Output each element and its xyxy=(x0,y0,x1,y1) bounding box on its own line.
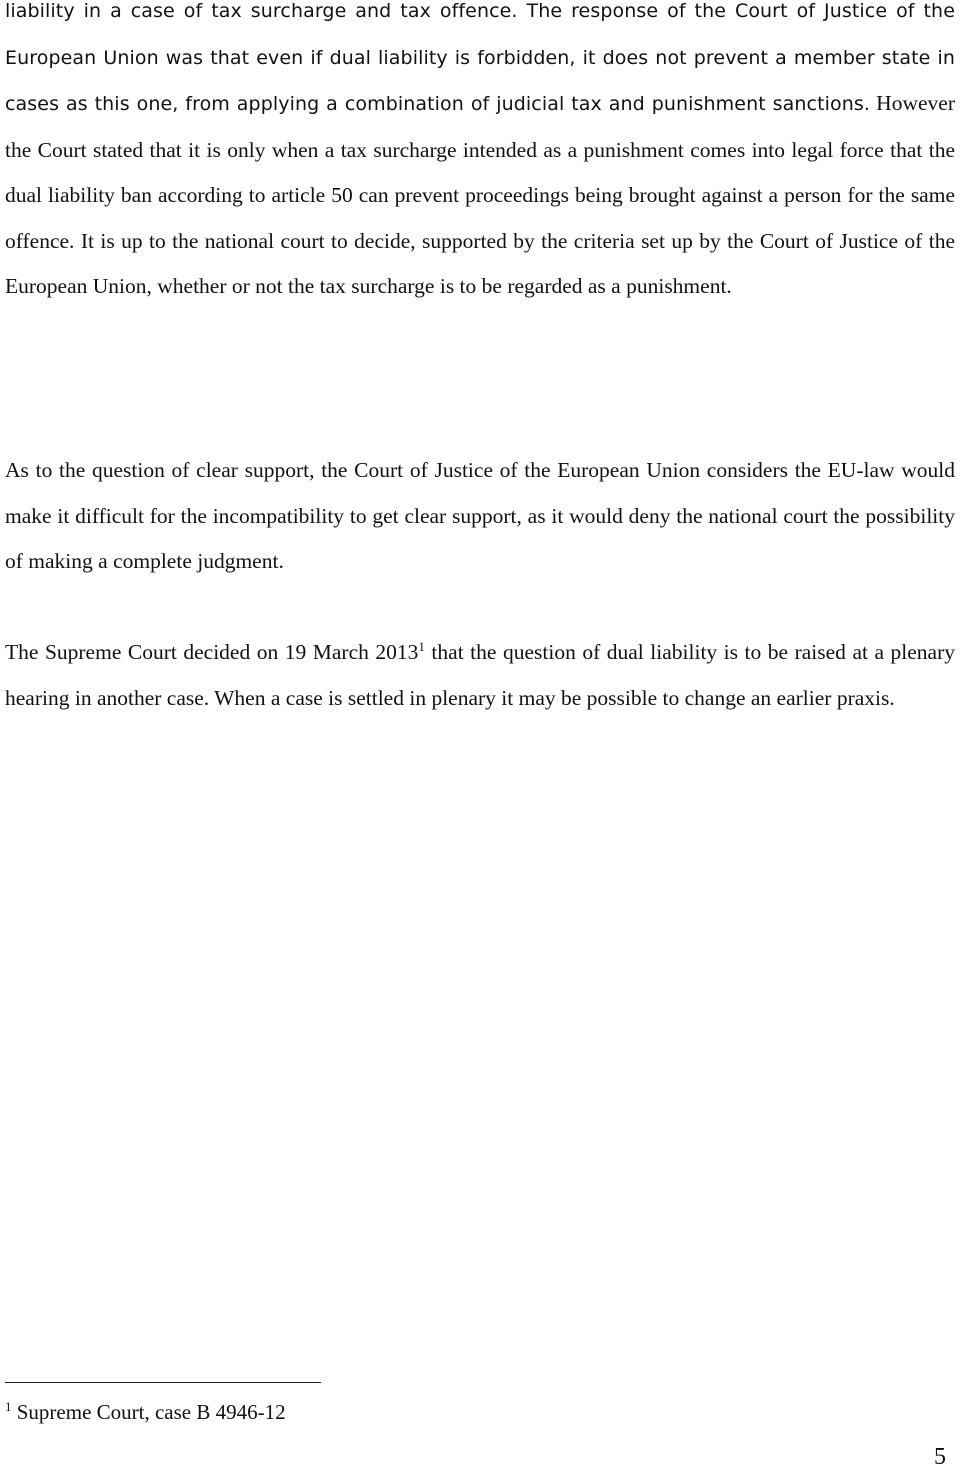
paragraph-2 xyxy=(5,448,955,585)
paragraph-1-sentence-3: However the Court stated that it is only when a tax surcharge intended as a punishment comes into legal force that the dual liability ban according to article 50 can prevent proceedings being brought against a person for the same offence. xyxy=(5,91,955,253)
footnote-number: 1 xyxy=(5,1399,12,1414)
page-number: 5 xyxy=(934,1444,946,1470)
footnote-text: Supreme Court, case B 4946-12 xyxy=(11,1400,286,1424)
paragraph-3 xyxy=(5,630,955,721)
footnote xyxy=(5,1392,286,1427)
footnote-reference[interactable]: 1 xyxy=(418,638,425,654)
paragraph-2-text: As to the question of clear support, the Court of Justice of the European Union considers the EU-law would make it difficult for the incompatibility to get clear support, as it would deny the national court the possibility of making a complete judgment. xyxy=(5,458,955,573)
paragraph-3-sentence-2: When a case is settled in plenary it may be possible to change an earlier praxis. xyxy=(209,685,895,710)
paragraph-1-sentence-2: The response of the Court of Justice of the European Union was that even if dual liability is forbidden, it does not prevent a member state in cases as this one, from applying a combination of judicial tax and punishment sanctions. xyxy=(5,0,955,115)
footnote-separator xyxy=(5,1382,321,1383)
paragraph-3-before-ref: The Supreme Court decided on 19 March 2013 xyxy=(5,640,419,664)
paragraph-3-after-ref: that the question of dual liability is to be raised at a plenary hearing in another case. xyxy=(5,640,955,710)
paragraph-1-sentence-1: liability in a case of tax surcharge and tax offence. xyxy=(5,0,518,22)
paragraph-1-sentence-4: It is up to the national court to decide, supported by the criteria set up by the Court of Justice of the European Union, whether or not the tax surcharge is to be regarded as a punishment. xyxy=(5,228,955,298)
paragraph-1 xyxy=(5,0,955,310)
